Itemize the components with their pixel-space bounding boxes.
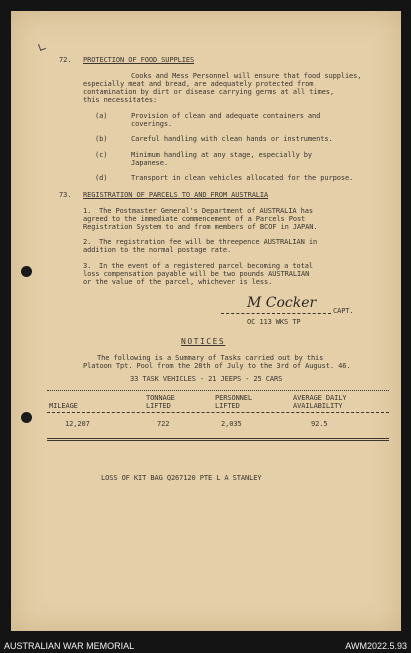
table-header-rule xyxy=(47,412,389,413)
para-label: 1. xyxy=(83,207,92,215)
section-intro-line: this necessitates: xyxy=(83,96,158,104)
table-header: PERSONNEL xyxy=(215,394,253,402)
signature: M Cocker xyxy=(247,295,317,311)
table-header: LIFTED xyxy=(215,402,240,410)
footer-accession-number: AWM2022.5.93 xyxy=(345,641,407,651)
table-bottom-rule xyxy=(47,438,389,441)
item-text: Provision of clean and adequate containers and xyxy=(131,112,321,120)
table-cell-tonnage: 722 xyxy=(157,420,170,428)
section-intro-line: contamination by dirt or disease carrying germs at all times, xyxy=(83,88,334,96)
table-top-rule xyxy=(47,390,389,391)
table-header: TONNAGE xyxy=(146,394,175,402)
table-header: AVAILABILITY xyxy=(293,402,343,410)
section-heading: PROTECTION OF FOOD SUPPLIES xyxy=(83,56,195,64)
table-cell-availability: 92.5 xyxy=(311,420,328,428)
item-text: coverings. xyxy=(131,120,173,128)
item-label: (a) xyxy=(95,112,108,120)
notices-heading: NOTICES xyxy=(181,337,226,346)
para-text: or the value of the parcel, whichever is less. xyxy=(83,278,273,286)
footer-institution: AUSTRALIAN WAR MEMORIAL xyxy=(4,641,135,651)
document-page xyxy=(11,11,401,631)
loss-notice: LOSS OF KIT BAG Q267120 PTE L A STANLEY xyxy=(101,474,262,482)
item-text: Japanese. xyxy=(131,159,169,167)
table-cell-personnel: 2,035 xyxy=(221,420,242,428)
section-intro-line: Cooks and Mess Personnel will ensure that food supplies, xyxy=(131,72,362,80)
punch-hole xyxy=(21,412,32,423)
item-text: Careful handling with clean hands or instruments. xyxy=(131,135,333,143)
item-label: (b) xyxy=(95,135,108,143)
item-text: Transport in clean vehicles allocated for the purpose. xyxy=(131,174,354,182)
para-label: 2. xyxy=(83,238,92,246)
para-text: loss compensation payable will be two pounds AUSTRALIAN xyxy=(83,270,310,278)
table-header: MILEAGE xyxy=(49,402,78,410)
punch-hole xyxy=(21,266,32,277)
section-number: 72. xyxy=(59,56,72,64)
signatory-command: OC 113 WKS TP xyxy=(247,318,301,326)
section-number: 73. xyxy=(59,191,72,199)
notices-summary-line: The following is a Summary of Tasks carried out by this xyxy=(97,354,324,362)
para-text: The registration fee will be threepence AUSTRALIAN in xyxy=(99,238,318,246)
para-text: The Postmaster General's Department of AUSTRALIA has xyxy=(99,207,313,215)
item-label: (c) xyxy=(95,151,108,159)
item-text: Minimum handling at any stage, especially by xyxy=(131,151,313,159)
para-label: 3. xyxy=(83,262,92,270)
section-heading: REGISTRATION OF PARCELS TO AND FROM AUSTRALIA xyxy=(83,191,269,199)
table-header: LIFTED xyxy=(146,402,171,410)
signatory-rank: CAPT. xyxy=(333,307,354,315)
table-cell-mileage: 12,207 xyxy=(65,420,90,428)
para-text: Registration System to and from members of BCOF in JAPAN. xyxy=(83,223,318,231)
para-text: In the event of a registered parcel becoming a total xyxy=(99,262,313,270)
table-header: AVERAGE DAILY xyxy=(293,394,347,402)
notices-summary-line: Platoon Tpt. Pool from the 28th of July to the 3rd of August. 46. xyxy=(83,362,351,370)
signature-line xyxy=(221,313,331,314)
fleet-summary: 33 TASK VEHICLES - 21 JEEPS - 25 CARS xyxy=(130,375,283,383)
para-text: agreed to the immediate commencement of a Parcels Post xyxy=(83,215,306,223)
pencil-tick-mark xyxy=(38,42,46,51)
para-text: addition to the normal postage rate. xyxy=(83,246,232,254)
item-label: (d) xyxy=(95,174,108,182)
section-intro-line: especially meat and bread, are adequately protected from xyxy=(83,80,314,88)
